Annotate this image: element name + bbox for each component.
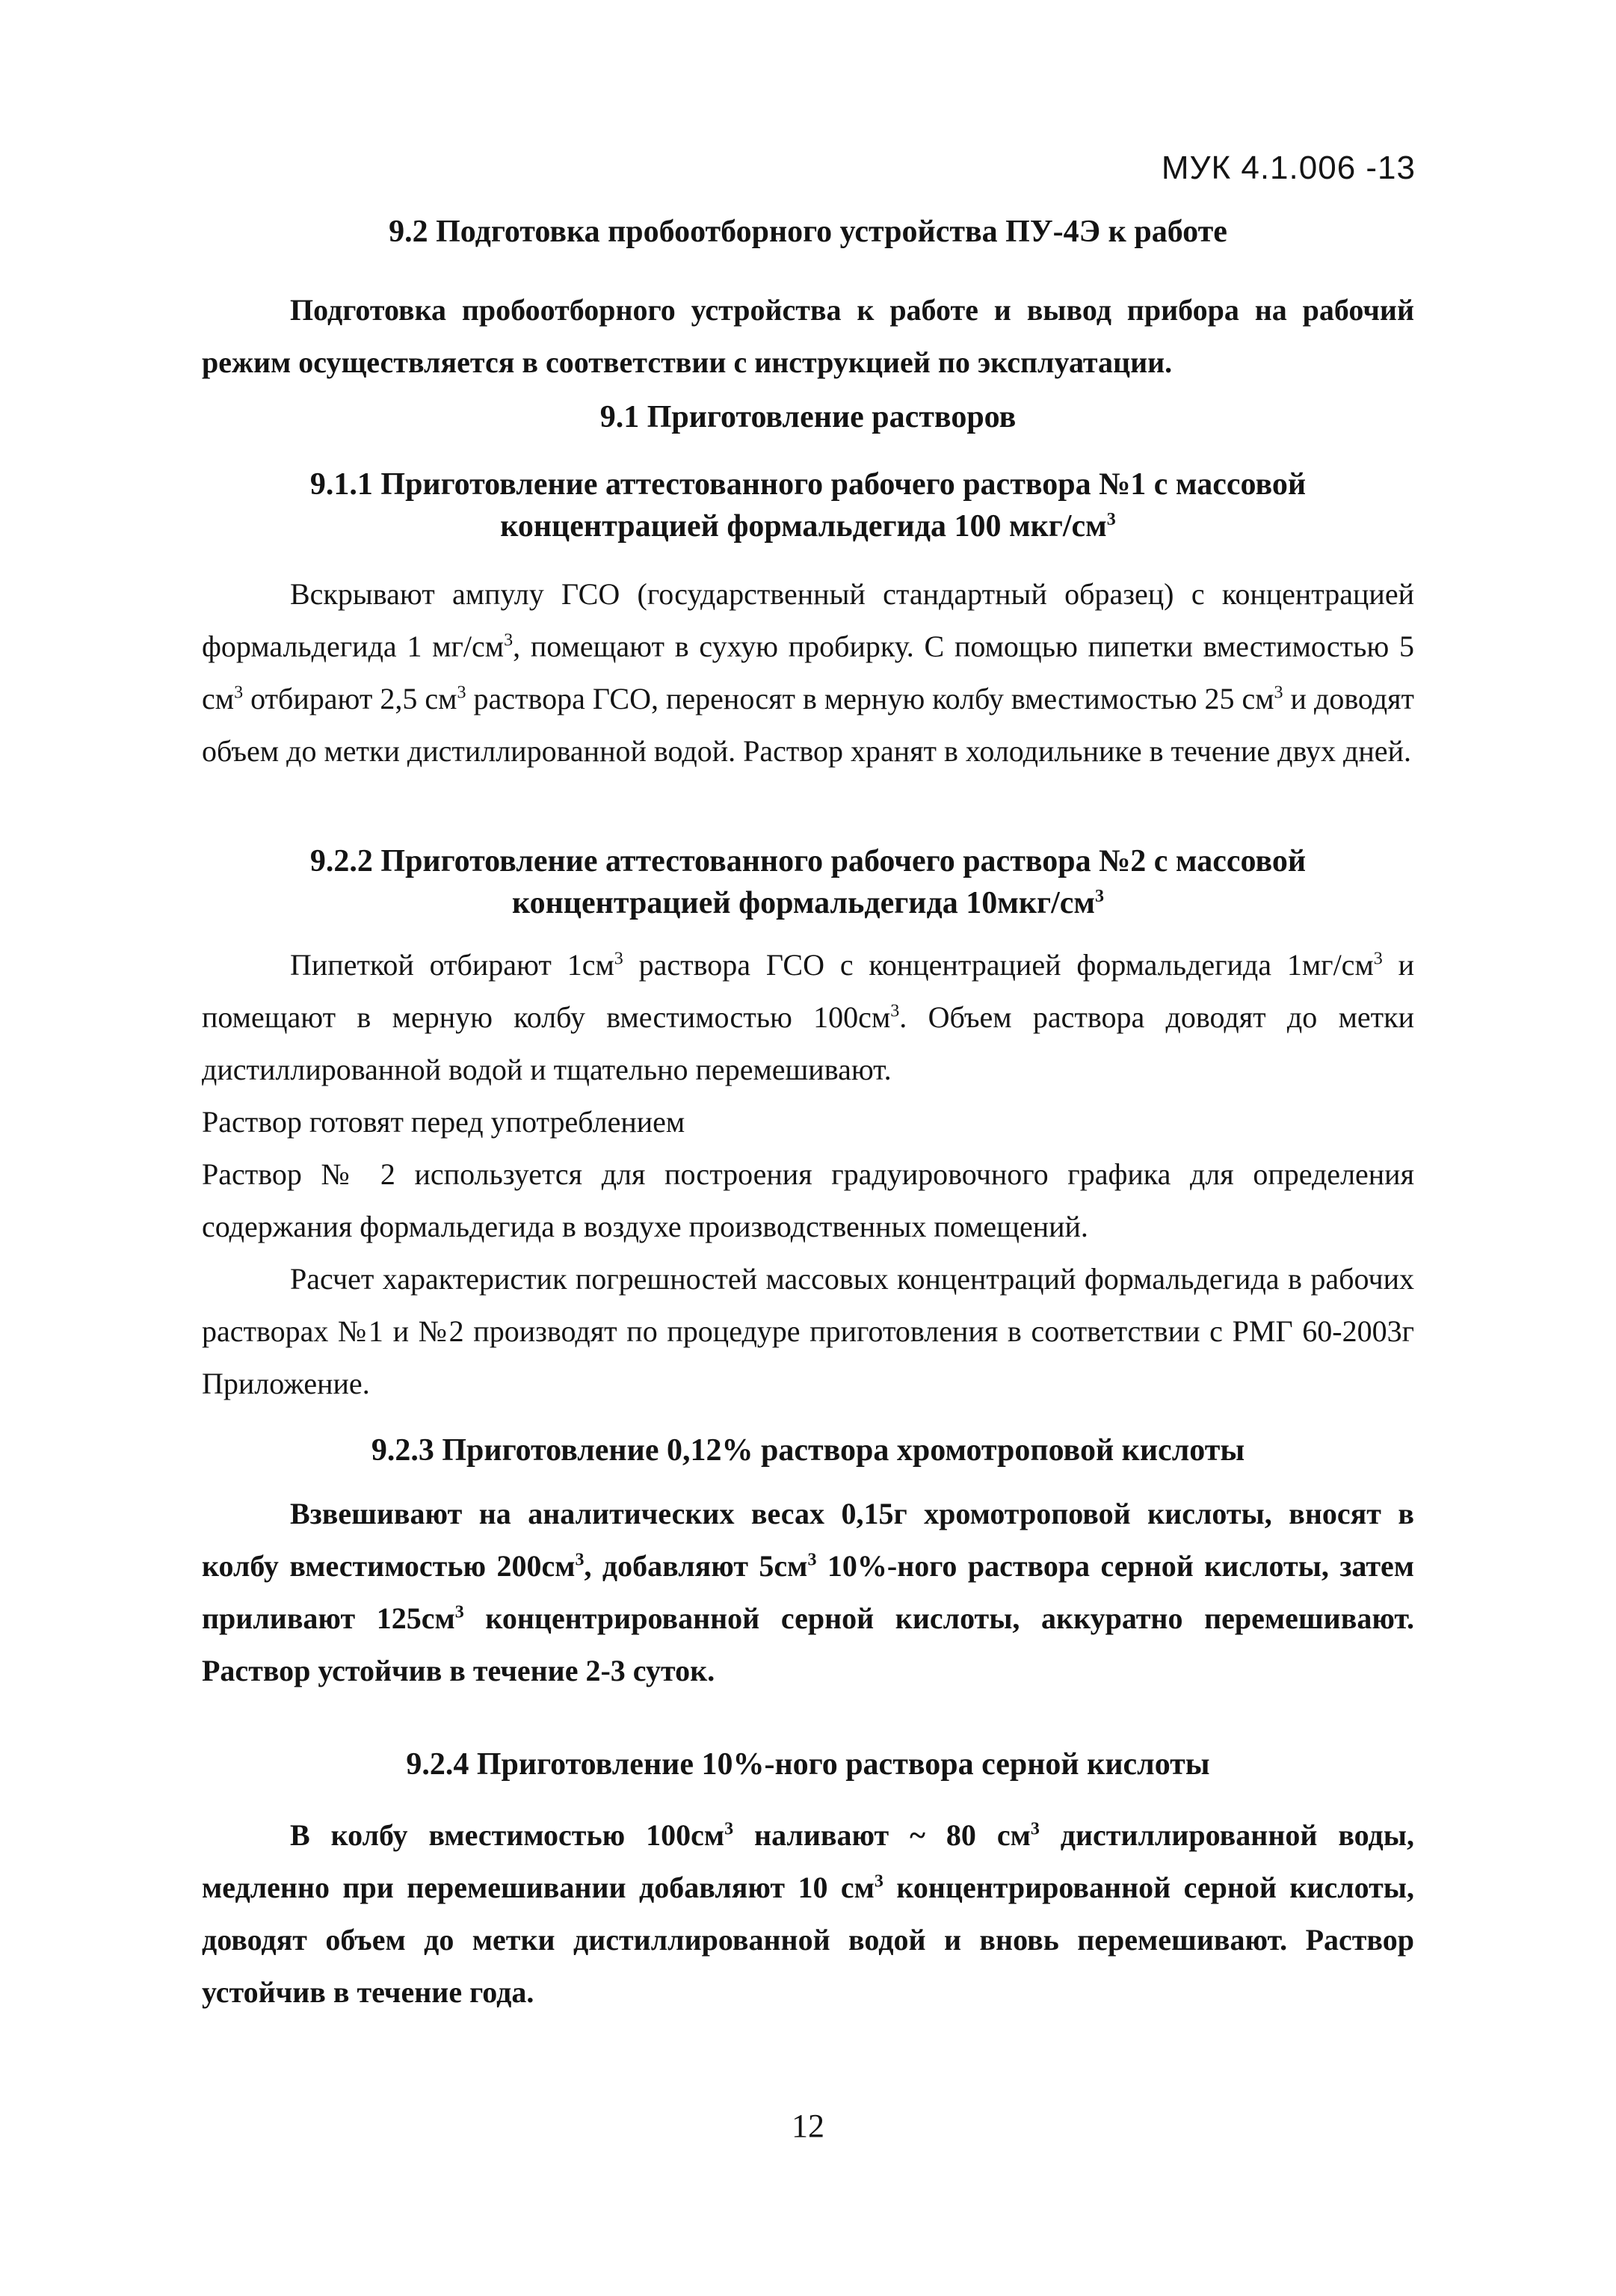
section-9-2-body xyxy=(202,284,1414,389)
text-run: 10%-ного раствора серной кислоты, затем приливают 125см xyxy=(202,1549,1415,1635)
text-run: , помещают в сухую пробирку. С помощью пипетки вместимостью 5 см xyxy=(202,630,1414,715)
text-run: концентрированной серной кислоты, аккуратно перемешивают. Раствор устойчив в течение 2-3 суток. xyxy=(202,1601,1414,1687)
text-run: и доводят объем до метки дистиллированной водой. Раствор хранят в холодильнике в течение двух дней. xyxy=(202,682,1415,768)
superscript: 3 xyxy=(575,1550,585,1570)
document-code: МУК 4.1.006 -13 xyxy=(1161,150,1416,186)
section-9-1-1-paragraph xyxy=(202,568,1414,778)
superscript: 3 xyxy=(1106,510,1116,529)
text-run: раствора ГСО с концентрацией формальдегида 1мг/см xyxy=(623,948,1374,982)
text-run: раствора ГСО, переносят в мерную колбу вместимостью 25 см xyxy=(466,682,1274,715)
section-9-1-1-heading-text: 9.1.1 Приготовление аттестованного рабочего раствора №1 с массовой концентрацией формальдегида 100 мкг/см xyxy=(309,467,1307,544)
section-9-1-heading-block xyxy=(202,396,1414,438)
text-run: концентрированной серной кислоты, доводят объем до метки дистиллированной водой и вновь перемешивают. Раствор устойчив в течение года. xyxy=(202,1871,1414,2009)
section-9-2-4-heading: 9.2.4 Приготовление 10%-ного раствора серной кислоты xyxy=(406,1747,1210,1782)
section-9-2-3-heading-block xyxy=(202,1429,1414,1471)
section-9-2-heading: 9.2 Подготовка пробоотборного устройства ПУ-4Э к работе xyxy=(389,215,1227,249)
text-run: Вскрывают ампулу ГСО (государственный стандартный образец) с концентрацией формальдегида 1 мг/см xyxy=(202,577,1414,663)
section-9-1-heading: 9.1 Приготовление растворов xyxy=(599,400,1017,434)
superscript: 3 xyxy=(504,630,514,650)
section-9-2-2-body xyxy=(202,939,1414,1410)
superscript: 3 xyxy=(890,1001,900,1021)
text-run: Взвешивают на аналитических весах 0,15г хромотроповой кислоты, вносят в колбу вместимостью 200см xyxy=(202,1497,1414,1583)
section-9-2-4-heading-block xyxy=(202,1743,1414,1785)
text-run: , добавляют 5см xyxy=(584,1549,808,1583)
superscript: 3 xyxy=(1373,949,1383,969)
superscript: 3 xyxy=(454,1602,464,1622)
section-9-2-2-paragraph xyxy=(202,939,1414,1096)
section-9-2-paragraph: Подготовка пробоотборного устройства к работе и вывод прибора на рабочий режим осуществляется в соответствии с инструкцией по эксплуатации. xyxy=(202,293,1414,379)
section-9-2-heading-block xyxy=(202,211,1414,253)
text-run: Пипеткой отбирают 1см xyxy=(290,948,614,982)
section-9-2-3-heading: 9.2.3 Приготовление 0,12% раствора хромотроповой кислоты xyxy=(371,1433,1245,1468)
superscript: 3 xyxy=(1095,887,1105,906)
section-9-2-2-note-2: Раствор № 2 используется для построения градуировочного графика для определения содержания формальдегида в воздухе производственных помещений. xyxy=(202,1157,1414,1243)
text-run: . Объем раствора доводят до метки дистиллированной водой и тщательно перемешивают. xyxy=(202,1000,1414,1086)
text-run: В колбу вместимостью 100см xyxy=(290,1818,725,1852)
superscript: 3 xyxy=(457,683,466,703)
section-9-2-2-note-3: Расчет характеристик погрешностей массовых концентраций формальдегида в рабочих растворах №1 и №2 производят по процедуре приготовления в соответствии с РМГ 60-2003г Приложение. xyxy=(202,1262,1414,1400)
superscript: 3 xyxy=(874,1871,883,1892)
superscript: 3 xyxy=(1274,683,1283,703)
superscript: 3 xyxy=(1030,1819,1040,1839)
section-9-2-2-note-1: Раствор готовят перед употреблением xyxy=(202,1105,685,1139)
section-9-2-2-heading-text: 9.2.2 Приготовление аттестованного рабочего раствора №2 с массовой концентрацией формальдегида 10мкг/см xyxy=(309,844,1307,920)
text-run: дистиллированной воды, медленно при перемешивании добавляют 10 см xyxy=(202,1818,1414,1904)
page-number: 12 xyxy=(792,2108,824,2144)
section-9-1-1-body xyxy=(202,568,1414,778)
superscript: 3 xyxy=(234,683,244,703)
text-run: наливают ~ 80 см xyxy=(733,1818,1031,1852)
superscript: 3 xyxy=(724,1819,734,1839)
section-9-2-2-heading xyxy=(202,840,1414,924)
section-9-2-3-paragraph xyxy=(202,1488,1414,1697)
text-run: отбирают 2,5 см xyxy=(243,682,457,715)
section-9-2-4-paragraph xyxy=(202,1809,1414,2019)
section-9-1-1-heading xyxy=(202,464,1414,547)
section-9-2-3-body xyxy=(202,1488,1414,1697)
text-run: и помещают в мерную колбу вместимостью 100см xyxy=(202,948,1415,1034)
superscript: 3 xyxy=(614,949,623,969)
section-9-2-2-heading-block xyxy=(202,840,1414,924)
section-9-2-4-body xyxy=(202,1809,1414,2019)
section-9-1-1-heading-block xyxy=(202,464,1414,547)
superscript: 3 xyxy=(807,1550,817,1570)
